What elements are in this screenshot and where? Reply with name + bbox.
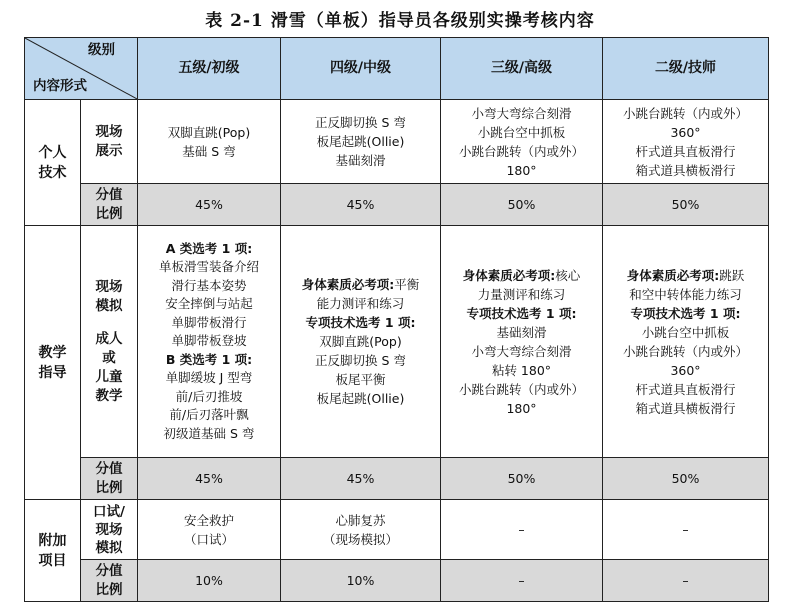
category-additional-items: 附加 项目 [25, 500, 81, 602]
extra-item-level3: – [441, 500, 603, 560]
category-personal-technique: 个人 技术 [25, 100, 81, 226]
header-corner-cell [25, 38, 138, 100]
personal-onsite-level4: 正反脚切换 S 弯 板尾起跳(Ollie) 基础刻滑 [281, 100, 441, 184]
score-label-personal: 分值 比例 [81, 184, 138, 226]
extra-item-level5: 安全救护 （口试） [138, 500, 281, 560]
category-teaching-guidance: 教学 指导 [25, 226, 81, 500]
subcategory-teaching-method: 现场 模拟 成人 或 儿童 教学 [81, 226, 138, 458]
personal-onsite-level5: 双脚直跳(Pop) 基础 S 弯 [138, 100, 281, 184]
personal-onsite-level3: 小弯大弯综合刻滑 小跳台空中抓板 小跳台跳转（内或外） 180° [441, 100, 603, 184]
personal-onsite-level2: 小跳台跳转（内或外） 360° 杆式道具直板滑行 箱式道具横板滑行 [603, 100, 769, 184]
personal-score-level2: 50% [603, 184, 769, 226]
extra-score-level4: 10% [281, 560, 441, 602]
extra-item-level4: 心肺复苏 （现场模拟） [281, 500, 441, 560]
exam-content-table [24, 37, 769, 602]
personal-score-level4: 45% [281, 184, 441, 226]
teaching-score-level4: 45% [281, 458, 441, 500]
teaching-level2: 身体素质必考项:跳跃 和空中转体能力练习 专项技术选考 1 项: 小跳台空中抓板 小跳台跳转（内或外） 360° 杆式道具直板滑行 箱式道具横板滑行 [603, 226, 769, 458]
level-header-3: 三级/高级 [441, 38, 603, 100]
teaching-level5: A 类选考 1 项: 单板滑雪装备介绍 滑行基本姿势 安全摔倒与站起 单脚带板滑行 单脚带板登坡 B 类选考 1 项: 单脚缓坡 J 型弯 前/后刃推坡 前/后刃落叶飘 初级道基础 S 弯 [138, 226, 281, 458]
level-header-4: 四级/中级 [281, 38, 441, 100]
teaching-score-level2: 50% [603, 458, 769, 500]
extra-score-level2: – [603, 560, 769, 602]
teaching-score-level5: 45% [138, 458, 281, 500]
personal-score-level3: 50% [441, 184, 603, 226]
level-header-2: 二级/技师 [603, 38, 769, 100]
score-label-extra: 分值 比例 [81, 560, 138, 602]
score-label-teaching: 分值 比例 [81, 458, 138, 500]
extra-item-level2: – [603, 500, 769, 560]
teaching-level4: 身体素质必考项:平衡 能力测评和练习 专项技术选考 1 项: 双脚直跳(Pop) 正反脚切换 S 弯 板尾平衡 板尾起跳(Ollie) [281, 226, 441, 458]
corner-form-label: 内容形式 [33, 78, 87, 94]
subcategory-onsite-demo: 现场 展示 [81, 100, 138, 184]
table-title: 表 2-1 滑雪（单板）指导员各级别实操考核内容 [205, 11, 595, 31]
subcategory-oral-or-simulation: 口试/ 现场 模拟 [81, 500, 138, 560]
corner-level-label: 级别 [88, 42, 115, 58]
teaching-score-level3: 50% [441, 458, 603, 500]
extra-score-level5: 10% [138, 560, 281, 602]
teaching-level3: 身体素质必考项:核心 力量测评和练习 专项技术选考 1 项: 基础刻滑 小弯大弯综合刻滑 粘转 180° 小跳台跳转（内或外） 180° [441, 226, 603, 458]
level-header-5: 五级/初级 [138, 38, 281, 100]
personal-score-level5: 45% [138, 184, 281, 226]
extra-score-level3: – [441, 560, 603, 602]
